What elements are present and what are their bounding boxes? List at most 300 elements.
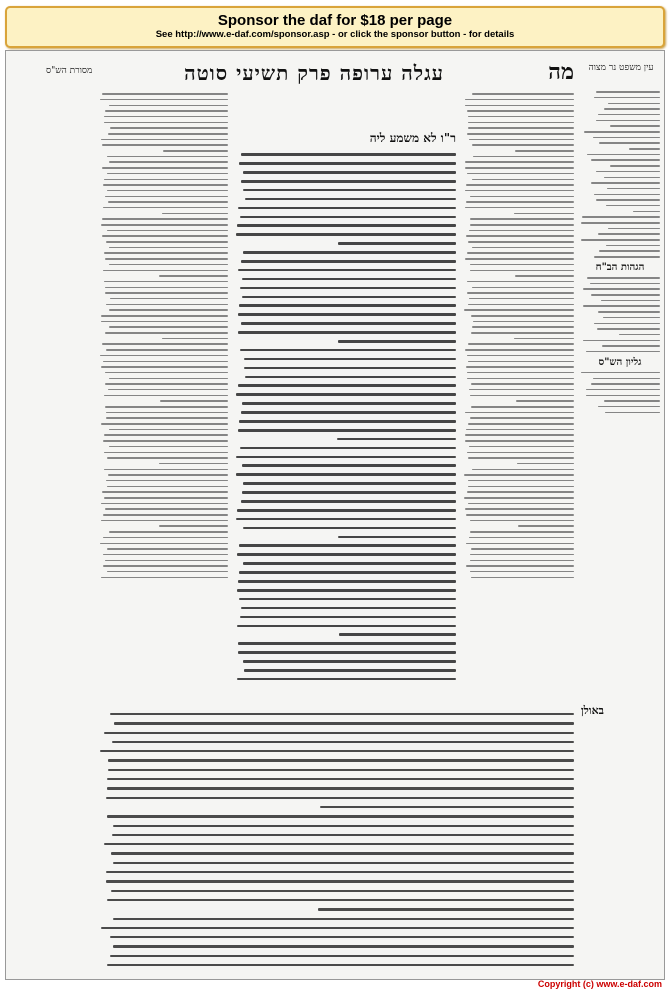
text-line: [320, 806, 574, 808]
text-line: [465, 207, 574, 209]
text-line: [514, 213, 574, 215]
text-line: [106, 417, 228, 419]
text-line: [242, 296, 456, 299]
text-line: [239, 304, 456, 307]
text-line: [468, 127, 574, 129]
text-line: [108, 769, 574, 771]
text-line: [583, 305, 660, 307]
text-line: [237, 509, 456, 512]
text-line: [467, 281, 574, 283]
text-line: [467, 133, 574, 135]
gemara-continuation: [100, 704, 604, 968]
text-line: [237, 589, 456, 592]
text-line: [243, 482, 456, 485]
text-line: [470, 571, 574, 573]
text-line: [594, 323, 660, 325]
text-line: [107, 486, 228, 488]
text-line: [604, 400, 661, 402]
text-line: [240, 287, 456, 290]
text-line: [603, 317, 660, 319]
text-line: [467, 110, 574, 112]
text-line: [238, 580, 456, 583]
text-line: [106, 304, 228, 306]
text-line: [610, 125, 661, 127]
text-line: [103, 184, 228, 186]
text-line: [594, 256, 660, 258]
text-line: [107, 190, 228, 192]
text-line: [110, 955, 574, 957]
text-line: [110, 298, 228, 300]
rashi-text: [464, 93, 574, 578]
text-line: [106, 241, 228, 243]
text-line: [108, 133, 228, 135]
text-line: [467, 252, 574, 254]
text-line: [468, 122, 574, 124]
text-line: [106, 797, 574, 799]
text-line: [238, 313, 456, 316]
text-line: [517, 463, 574, 465]
text-line: [466, 429, 574, 431]
text-line: [591, 294, 660, 296]
text-line: [470, 395, 574, 397]
text-line: [465, 105, 574, 107]
text-line: [468, 503, 574, 505]
text-line: [240, 447, 456, 450]
text-line: [102, 235, 228, 237]
text-line: [607, 188, 660, 190]
text-line: [472, 93, 574, 95]
text-line: [110, 713, 574, 715]
text-line: [601, 300, 660, 302]
text-line: [241, 322, 456, 325]
sponsor-subtitle[interactable]: See http://www.e-daf.com/sponsor.asp - or click the sponsor button - for details: [155, 29, 515, 40]
text-line: [105, 332, 228, 334]
text-line: [109, 378, 228, 380]
text-line: [471, 406, 574, 408]
text-line: [242, 491, 456, 494]
text-line: [107, 964, 574, 966]
text-line: [110, 127, 228, 129]
text-line: [468, 457, 574, 459]
text-line: [467, 378, 574, 380]
text-line: [107, 778, 574, 780]
text-line: [472, 287, 574, 289]
text-line: [112, 834, 574, 836]
text-line: [471, 383, 574, 385]
text-line: [470, 224, 574, 226]
text-line: [318, 908, 574, 910]
text-line: [465, 508, 574, 510]
text-line: [102, 491, 228, 493]
text-line: [101, 224, 228, 226]
text-line: [466, 514, 574, 516]
text-line: [464, 309, 574, 311]
text-line: [465, 258, 574, 260]
text-line: [469, 446, 574, 448]
text-line: [109, 446, 228, 448]
text-line: [106, 480, 228, 482]
text-line: [105, 287, 228, 289]
text-line: [101, 577, 228, 579]
text-line: [465, 412, 574, 414]
text-line: [466, 565, 574, 567]
tosafot-text: [100, 93, 228, 578]
text-line: [103, 514, 228, 516]
text-line: [587, 277, 661, 279]
text-line: [106, 412, 228, 414]
gemara-opening-words: ר"ו לא משמע ליה: [369, 131, 456, 145]
text-line: [590, 283, 660, 285]
text-line: [467, 372, 574, 374]
text-line: [469, 139, 574, 141]
text-line: [241, 500, 456, 503]
text-line: [101, 321, 228, 323]
text-line: [464, 497, 574, 499]
text-line: [465, 167, 574, 169]
text-line: [104, 116, 228, 118]
text-line: [242, 464, 456, 467]
text-line: [591, 383, 660, 385]
text-line: [107, 899, 574, 901]
text-line: [583, 288, 660, 290]
sponsor-title[interactable]: Sponsor the daf for $18 per page: [217, 12, 453, 29]
text-line: [105, 406, 228, 408]
text-line: [106, 871, 574, 873]
text-line: [465, 190, 574, 192]
text-line: [466, 235, 575, 237]
text-line: [466, 366, 574, 368]
text-line: [465, 99, 574, 101]
text-line: [238, 429, 456, 432]
text-line: [469, 537, 574, 539]
copyright-notice[interactable]: Copyright (c) www.e-daf.com: [537, 979, 662, 989]
text-line: [101, 927, 574, 929]
text-line: [242, 402, 456, 405]
text-line: [598, 406, 660, 408]
text-line: [593, 137, 660, 139]
text-line: [468, 304, 574, 306]
text-line: [606, 205, 660, 207]
text-line: [473, 321, 574, 323]
hagahot-text: [580, 277, 660, 352]
text-line: [104, 497, 228, 499]
text-line: [243, 660, 456, 663]
bottom-opening-word: באולן: [580, 704, 604, 717]
text-line: [586, 395, 660, 397]
text-line: [100, 355, 228, 357]
text-line: [610, 165, 660, 167]
text-line: [468, 241, 574, 243]
text-line: [472, 179, 574, 181]
text-line: [105, 372, 228, 374]
text-line: [596, 120, 660, 122]
text-line: [104, 179, 228, 181]
tractate-line: עגלה ערופה פרק תשיעי סוטה: [184, 61, 444, 85]
text-line: [102, 144, 228, 146]
text-line: [598, 114, 660, 116]
text-line: [471, 315, 574, 317]
text-line: [103, 270, 228, 272]
text-line: [104, 281, 228, 283]
text-line: [470, 531, 574, 533]
text-line: [598, 233, 660, 235]
text-line: [104, 843, 574, 845]
text-line: [103, 537, 228, 539]
text-line: [515, 275, 574, 277]
text-line: [102, 218, 228, 220]
text-line: [245, 376, 456, 379]
text-line: [159, 525, 228, 527]
text-line: [237, 224, 456, 227]
text-line: [240, 216, 456, 219]
page-header: [6, 59, 664, 89]
text-line: [102, 343, 228, 345]
text-line: [338, 340, 456, 343]
text-line: [104, 469, 228, 471]
sponsor-banner[interactable]: [5, 6, 665, 48]
text-line: [598, 311, 660, 313]
text-line: [608, 103, 660, 105]
text-line: [619, 334, 660, 336]
text-line: [102, 93, 228, 95]
text-line: [470, 218, 574, 220]
text-line: [240, 349, 456, 352]
text-line: [238, 384, 456, 387]
text-line: [236, 233, 456, 236]
text-line: [239, 162, 456, 165]
text-line: [109, 105, 228, 107]
text-line: [109, 161, 228, 163]
text-line: [107, 457, 228, 459]
gemara-column: [236, 131, 456, 707]
text-line: [470, 560, 574, 562]
text-line: [244, 358, 456, 361]
text-line: [591, 159, 660, 161]
text-line: [470, 554, 574, 556]
text-line: [241, 153, 456, 156]
text-line: [472, 326, 574, 328]
text-line: [467, 355, 574, 357]
text-line: [599, 142, 660, 144]
text-line: [516, 400, 574, 402]
text-line: [472, 144, 574, 146]
text-line: [339, 633, 456, 636]
text-line: [243, 189, 456, 192]
text-line: [604, 108, 660, 110]
text-line: [633, 211, 660, 213]
text-line: [594, 194, 660, 196]
text-line: [101, 520, 228, 522]
text-line: [104, 122, 228, 124]
text-line: [586, 351, 660, 353]
text-line: [237, 553, 456, 556]
text-line: [108, 201, 228, 203]
text-line: [596, 91, 660, 93]
text-line: [113, 862, 574, 864]
text-line: [238, 642, 456, 645]
text-line: [471, 548, 574, 550]
text-line: [112, 741, 574, 743]
text-line: [604, 177, 660, 179]
text-line: [162, 213, 228, 215]
text-line: [469, 298, 574, 300]
text-line: [466, 201, 574, 203]
text-line: [236, 518, 456, 521]
text-line: [470, 264, 574, 266]
text-line: [465, 349, 574, 351]
text-line: [108, 474, 228, 476]
text-line: [111, 890, 574, 892]
text-line: [101, 315, 228, 317]
text-line: [597, 328, 660, 330]
text-line: [105, 196, 228, 198]
text-line: [243, 562, 456, 565]
text-line: [238, 207, 456, 210]
text-line: [584, 131, 660, 133]
hagahot-heading: הגהות הב"ח: [595, 261, 645, 273]
text-line: [113, 825, 574, 827]
text-line: [241, 260, 456, 263]
text-line: [468, 343, 574, 345]
text-line: [515, 150, 574, 152]
text-line: [465, 161, 574, 163]
text-line: [107, 230, 228, 232]
text-line: [236, 393, 456, 396]
gemara-continuation-text: [100, 713, 574, 966]
ein-mishpat-text: [580, 91, 660, 257]
ein-mishpat-heading: עין משפט נר מצוה: [588, 63, 654, 73]
text-line: [239, 571, 457, 574]
text-line: [241, 180, 456, 183]
text-line: [103, 361, 228, 363]
text-line: [238, 269, 456, 272]
ein-mishpat-column: [580, 87, 660, 517]
text-line: [105, 383, 228, 385]
text-line: [238, 331, 456, 334]
text-line: [105, 508, 228, 510]
text-line: [107, 156, 228, 158]
text-line: [518, 525, 574, 527]
text-line: [596, 199, 660, 201]
gilyon-heading: גליון הש"ס: [598, 356, 642, 368]
text-line: [100, 750, 574, 752]
masoret-hashas-heading: מסורת הש"ס: [46, 66, 93, 76]
rashi-column: [464, 89, 574, 709]
text-line: [467, 292, 574, 294]
text-line: [238, 651, 456, 654]
text-line: [468, 423, 574, 425]
text-line: [466, 543, 574, 545]
text-line: [101, 423, 228, 425]
text-line: [109, 531, 228, 533]
text-line: [243, 171, 456, 174]
text-line: [160, 400, 228, 402]
text-line: [236, 456, 456, 459]
text-line: [464, 474, 574, 476]
text-line: [104, 732, 574, 734]
text-line: [109, 429, 228, 431]
text-line: [108, 759, 574, 761]
text-line: [107, 571, 228, 573]
talmud-page: [5, 50, 665, 980]
text-line: [239, 544, 456, 547]
text-line: [594, 97, 660, 99]
text-line: [236, 473, 456, 476]
text-line: [472, 247, 574, 249]
text-line: [471, 577, 574, 579]
text-line: [470, 417, 574, 419]
text-line: [599, 250, 660, 252]
text-line: [472, 469, 574, 471]
text-line: [240, 616, 456, 619]
text-line: [114, 722, 574, 724]
text-line: [244, 367, 456, 370]
text-line: [470, 520, 574, 522]
text-line: [107, 173, 228, 175]
text-line: [163, 150, 228, 152]
text-line: [514, 338, 574, 340]
text-line: [465, 440, 574, 442]
text-line: [101, 366, 228, 368]
tosafot-column: [100, 89, 228, 709]
text-line: [467, 173, 574, 175]
text-line: [113, 918, 574, 920]
text-line: [159, 463, 228, 465]
text-line: [466, 184, 574, 186]
text-line: [108, 389, 228, 391]
text-line: [587, 154, 660, 156]
text-line: [593, 378, 660, 380]
text-line: [244, 669, 456, 672]
text-line: [103, 554, 228, 556]
text-line: [113, 945, 574, 947]
text-line: [471, 332, 574, 334]
text-line: [237, 625, 456, 628]
text-line: [111, 852, 574, 854]
text-line: [467, 491, 574, 493]
text-line: [468, 480, 574, 482]
text-line: [239, 598, 456, 601]
text-line: [581, 222, 660, 224]
text-line: [104, 395, 228, 397]
text-line: [101, 139, 228, 141]
text-line: [583, 340, 660, 342]
text-line: [241, 607, 456, 610]
text-line: [105, 292, 228, 294]
text-line: [104, 434, 228, 436]
text-line: [102, 167, 228, 169]
text-line: [586, 389, 660, 391]
text-line: [243, 527, 456, 530]
text-line: [104, 452, 228, 454]
text-line: [602, 345, 660, 347]
text-line: [103, 440, 228, 442]
text-line: [469, 389, 574, 391]
text-line: [581, 372, 660, 374]
text-line: [105, 258, 228, 260]
text-line: [109, 264, 228, 266]
text-line: [103, 207, 228, 209]
text-line: [107, 548, 228, 550]
gemara-text: [236, 153, 456, 680]
text-line: [100, 543, 228, 545]
text-line: [591, 182, 661, 184]
text-line: [110, 936, 574, 938]
text-line: [608, 228, 660, 230]
text-line: [470, 196, 574, 198]
text-line: [243, 251, 456, 254]
text-line: [629, 148, 660, 150]
